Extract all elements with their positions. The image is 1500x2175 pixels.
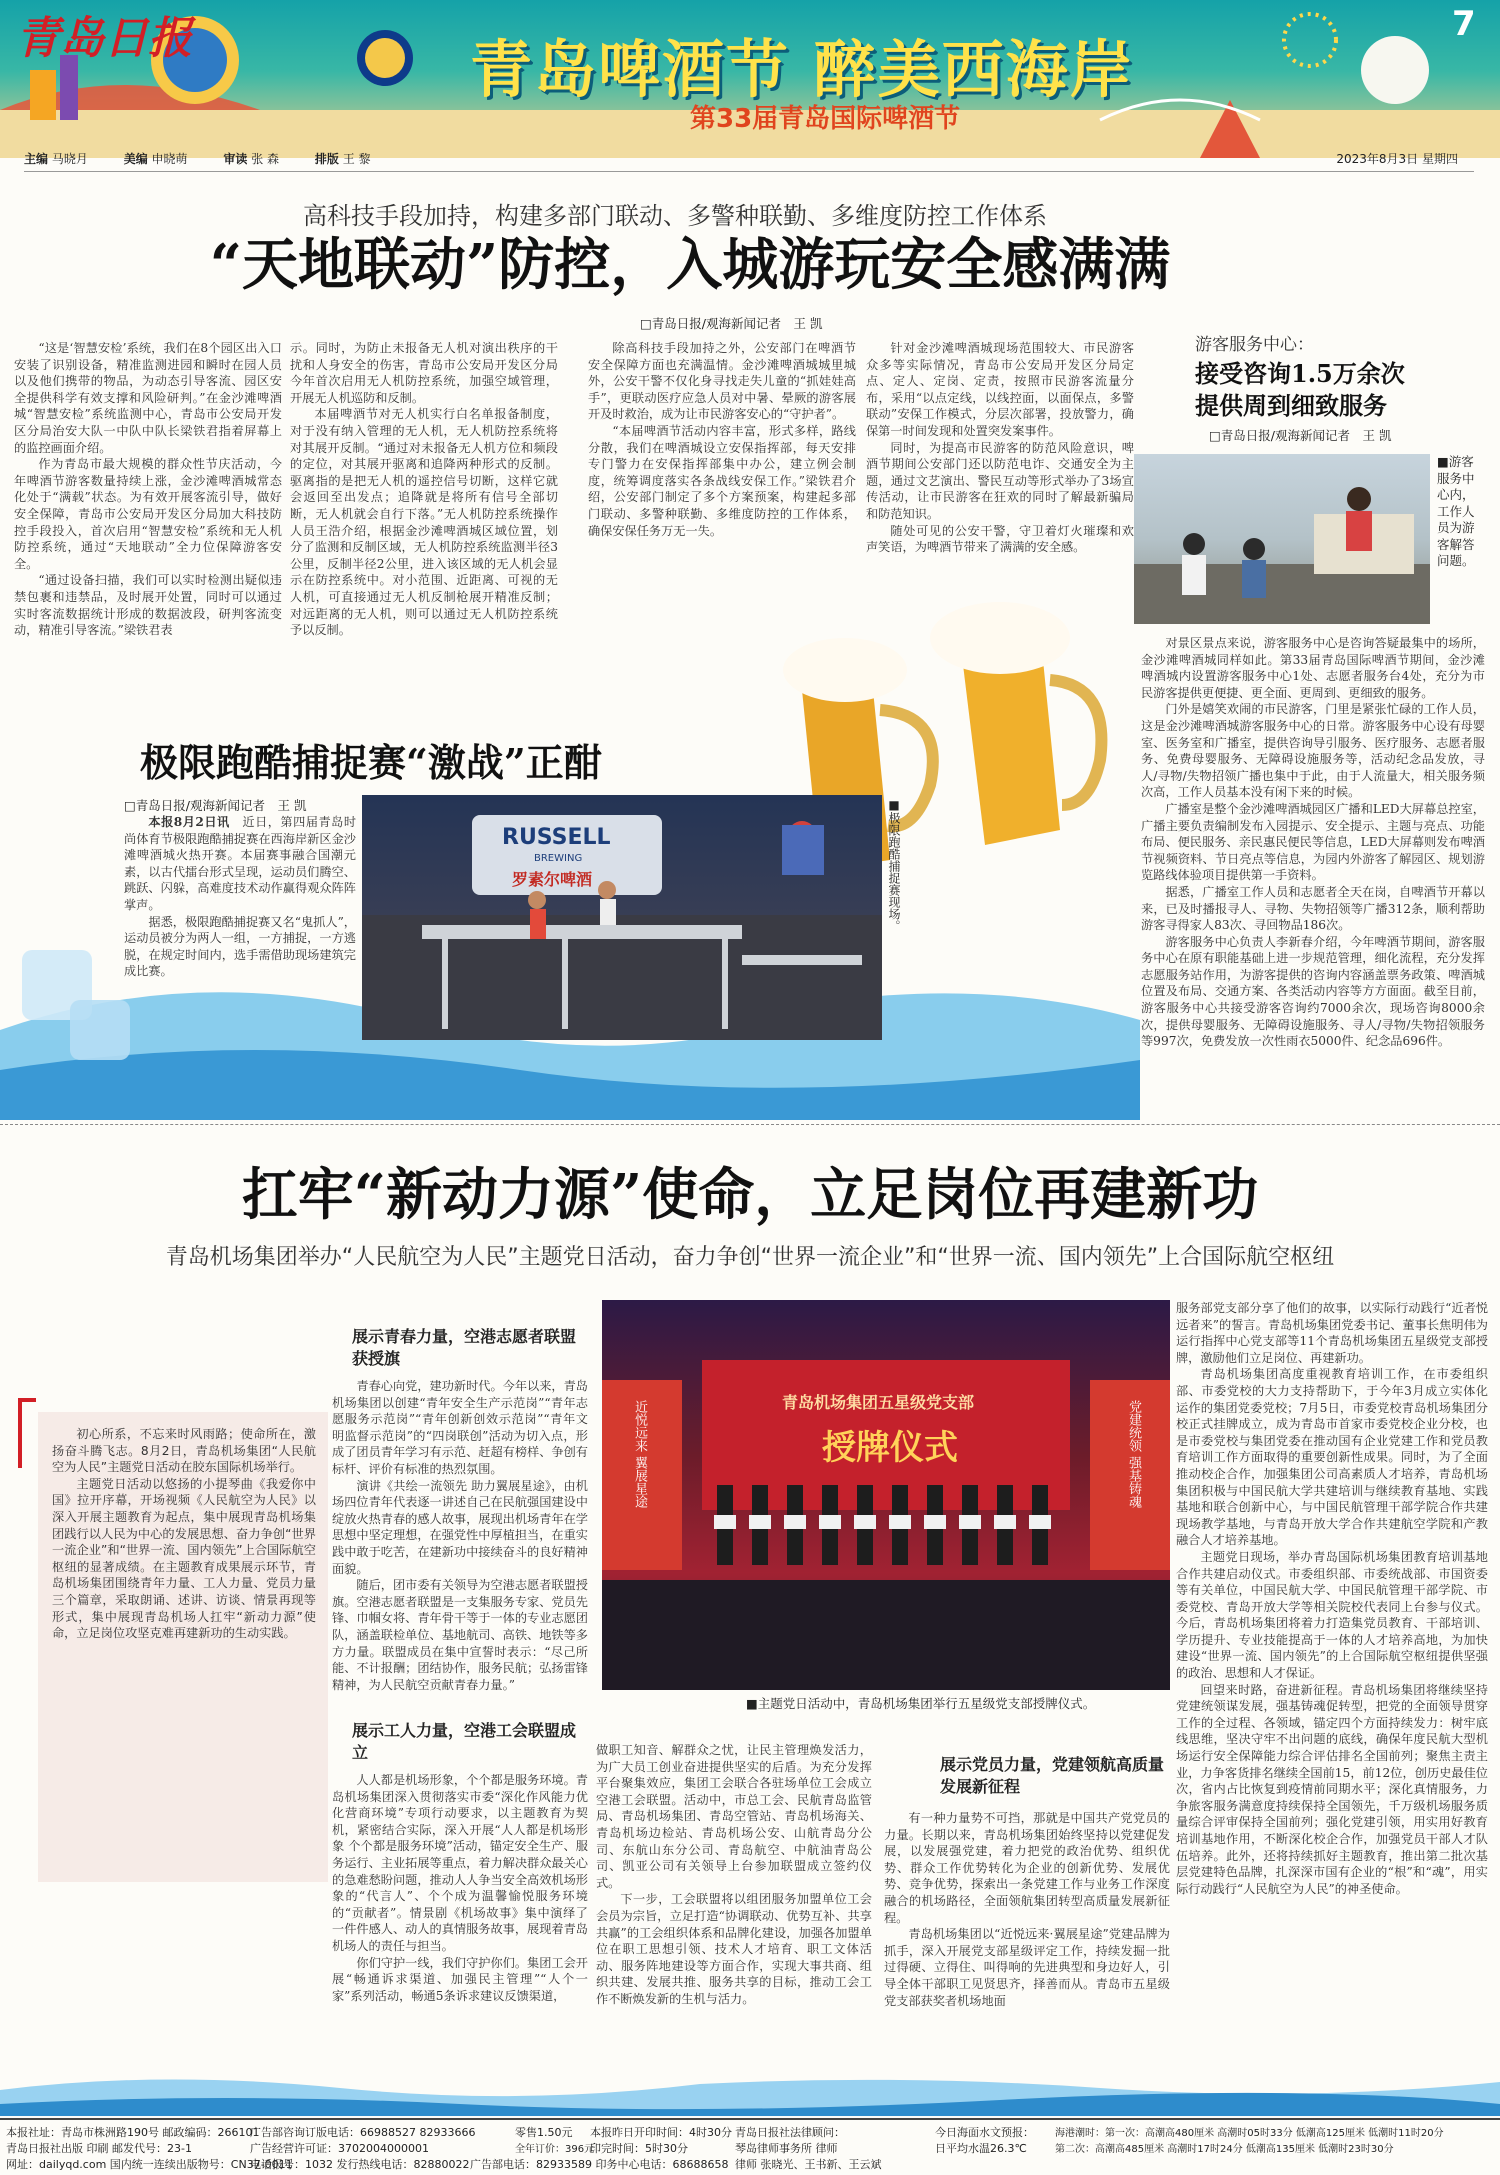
section1-para: 演讲《共绘一流领先 助力翼展星途》，由机场四位青年代表逐一讲述自己在民航强国建设中绽放火热青春的感人故事，展现出机场青年在学思想中坚定理想，在强党性中厚植担当，在重实践中敢于吃苦，在建新功中接续奋斗的良好精神面貌。 [332,1478,588,1576]
footer-print-end: 印完时间：5时30分 [590,2142,688,2155]
parkour-photo [362,795,882,1040]
story1-para: “通过设备扫描，我们可以实时检测出疑似违禁包裹和违禁品，及时展开处置，同时可以通过实时客流数据统计形成的数据波段，研判客流变动，精准引导客流。”梁铁君表 [14,573,282,638]
footer-tide-1: 海港潮时：第一次：高潮高480厘米 高潮时05时33分 低潮高125厘米 低潮时11时20分 [1055,2128,1444,2139]
footer-address: 本报社址：青岛市株洲路190号 邮政编码：266101 [6,2126,260,2139]
right-para: 青岛机场集团高度重视教育培训工作，在市委组织部、市委党校的大力支持帮助下，于今年3月成立实体化运作的集团党委党校；7月5日，市委党校青岛机场集团分校正式挂牌成立，成为青岛市首家市委党校企业分校，也是市委党校与集团党委在推动国有企业党建工作和党员教育培训工作方面取得的重要创新性成果。同时，为了全面推动校企合作，加强集团公司高素质人才培养，青岛机场集团积极与中国民航大学共建培训与继续教育基地、实践基地和联合创新中心，与中国民航管理干部学院合作共建现场教学基地，与青岛开放大学合作共建航空学院和产教融合人才培养基地。 [1176,1367,1488,1548]
story2-para: 据悉，极限跑酷捕捉赛又名“鬼抓人”，运动员被分为两人一组，一方捕捉，一方逃脱，在规定时间内，选手需借助现场建筑完成比赛。 [124,914,356,979]
parkour-scene-icon [362,795,882,1040]
festival-title: 青岛啤酒节 醉美西海岸 [470,33,1134,106]
section2-para: 下一步，工会联盟将以组团服务加盟单位工会会员为宗旨，立足打造“协调联动、优势互补、共享共赢”的工会组织体系和品牌化建设，加强各加盟单位在职工思想引领、技术人才培育、职工文体活动、服务阵地建设等方面合作，实现大事共商、组织共建、发展共推、服务共享的目标，推动工会工作不断焕发新的生机与活力。 [596,1892,872,2006]
story2-dateline: 本报8月2日讯 [148,815,230,829]
parkour-photo-caption: ■极限跑酷捕捉赛现场。 [887,798,901,932]
editor-name: 马晓月 [51,152,88,166]
review-label: 审读 [223,152,248,166]
editor-label: 主编 [24,152,49,166]
art-name: 申晓萌 [151,152,188,166]
footer-law-firm: 琴岛律师事务所 律师 [735,2142,838,2155]
visitor-center-photo [1134,454,1430,624]
story2-byline: □青岛日报/观海新闻记者 王 凯 [124,798,307,813]
intro-para: 初心所系，不忘来时风雨路；使命所在，激扬奋斗腾飞志。8月2日，青岛机场集团“人民航空为人民”主题党日活动在胶东国际机场举行。 [52,1427,316,1475]
story1-column-3 [588,340,856,539]
photo-banner-ceremony: 授牌仪式 [822,1428,958,1468]
story1-para: 同时，为提高市民游客的防范风险意识，啤酒节期间公安部门还以防范电诈、交通安全为主题，通过文艺演出、警民互动等形式举办了3场宣传活动，让市民游客在狂欢的同时了解最新骗局和防范知识。 [866,440,1134,521]
footer-lawyers: 律师 张晓光、王书新、王云斌 [735,2158,882,2171]
bottom-wave-icon [0,2070,1500,2116]
section2-para: 你们守护一线，我们守护你们。集团工会开展“畅通诉求渠道、加强民主管理”“人个一家”系列活动，畅通5条诉求建议反馈渠道， [332,1955,588,2003]
photo-side-right: 党建统领 强基铸魂 [1126,1400,1141,1509]
story2-body [124,814,356,980]
section1-body [332,1378,588,1693]
festival-banner [0,0,1500,158]
visitor-center-scene-icon [1134,454,1430,624]
section3-para: 青岛机场集团以“近悦远来·翼展星途”党建品牌为抓手，深入开展党支部星级评定工作，持续发掘一批过得硬、立得住、叫得响的先进典型和身边好人，引导全体干部职工见贤思齐，择善而从。青岛市五星级党支部获奖者机场地面 [884,1927,1170,2008]
sidebox-body [1141,635,1485,1050]
intro-body [38,1412,328,1642]
story1-byline: □青岛日报/观海新闻记者 王 凯 [640,316,823,331]
photo-sign-brewing: BREWING [534,853,583,864]
story1-para: 示。同时，为防止未报备无人机对演出秩序的干扰和人身安全的伤害，青岛市公安局开发区分局今年首次启用无人机防控系统，加强空域管理，开展无人机巡防和反制。 [290,341,558,405]
ceremony-photo-caption: ■主题党日活动中，青岛机场集团举行五星级党支部授牌仪式。 [746,1696,1096,1711]
footer-ad-phone: 广告部咨询订版电话：66988527 82933666 [250,2126,476,2139]
sidebox-para: 游客服务中心负责人李新春介绍，今年啤酒节期间，游客服务中心在原有职能基础上进一步规范管理，细化流程，充分发挥志愿服务站作用，为游客提供的咨询内容涵盖票务政策、啤酒城位置及布局、交通方案、各类活动内容等方方面面。截至目前，游客服务中心共接受游客咨询约7000余次，现场咨询8000余次，提供母婴服务、无障碍设施服务、寻人/寻物/失物招领服务等997次，免费发放一次性雨衣5000件、纪念品696件。 [1141,934,1485,1049]
photo-banner-text: 青岛机场集团五星级党支部 [782,1393,975,1412]
art-label: 美编 [123,152,148,166]
right-para: 服务部党支部分享了他们的故事，以实际行动践行“近者悦 远者来”的誓言。青岛机场集团党委书记、董事长焦明伟为运行指挥中心党支部等11个青岛机场集团五星级党支部授牌，激励他们立足岗位、再建新功。 [1176,1301,1488,1365]
section3-title: 展示党员力量，党建领航高质量发展新征程 [940,1755,1165,1796]
footer-publisher: 青岛日报社出版 印刷 邮发代号：23-1 [6,2142,192,2155]
sidebox-para: 广播室是整个金沙滩啤酒城园区广播和LED大屏幕总控室，广播主要负责编制发布入园提示、安全提示、主题与亮点、功能布局、便民服务、亲民惠民便民等信息，LED大屏幕则发布啤酒节视频资料、节日亮点等信息，为园内外游客了解园区、规划游览路线体验项目提供第一手资料。 [1141,801,1485,883]
sidebox-title-1: 接受咨询1.5万余次 [1195,359,1405,388]
visitor-photo-caption: ■游客服务中心内，工作人员为游客解答问题。 [1437,454,1475,568]
award-ceremony-photo [602,1300,1170,1690]
footer-ad-license: 广告经营许可证：3702004000001 [250,2142,429,2155]
sidebox-title-2: 提供周到细致服务 [1195,391,1387,420]
sidebox-para: 门外是嬉笑欢闹的市民游客，门里是紧张忙碌的工作人员，这是金沙滩啤酒城游客服务中心的日常。游客服务中心设有母婴室、医务室和广播室，提供咨询导引服务、医疗服务、志愿者服务、免费母婴服务、无障碍设施服务等，活动纪念品发放，寻人/寻物/失物招领广播也集中于此，由于人流量大，相关服务频次高，工作人员基本没有闲下来的时候。 [1141,702,1485,800]
sidebox-para: 对景区景点来说，游客服务中心是咨询答疑最集中的场所，金沙滩啤酒城同样如此。第33届青岛国际啤酒节期间，金沙滩啤酒城内设置游客服务中心1处、志愿者服务台4处，充分为市民游客提供更便捷、更全面、更周到、更细致的服务。 [1141,636,1485,700]
story1-para: 本届啤酒节对无人机实行白名单报备制度，对于没有纳入管理的无人机，无人机防控系统将对其展开反制。“通过对未报备无人机方位和频段的定位，对其展开驱离和追降两种形式的反制。驱离指的是把无人机的遥控信号切断，这样它就会返回至出发点；追降就是将所有信号全部切断，无人机就会自行下落。”无人机防控系统操作人员王浩介绍，根据金沙滩啤酒城区域位置，划分了监测和反制区域，无人机防控系统监测半径3公里，反制半径2公里，进入该区域的无人机会显示在防控系统中。对小范围、近距离、可视的无人机，可直接通过无人机反制枪展开精准反制；对远距离的无人机，则可以通过无人机防控系统予以反制。 [290,407,558,638]
festival-subtitle: 第33届青岛国际啤酒节 [690,104,961,134]
story1-column-2 [290,340,558,639]
section3-para: 有一种力量势不可挡，那就是中国共产党党员的力量。长期以来，青岛机场集团始终坚持以党建促发展，以发展强党建，着力把党的政治优势、组织优势、群众工作优势转化为企业的创新优势、发展优势、竞争优势，探索出一条党建工作与业务工作深度融合的机场路径，全面领航集团转型高质量发展新征程。 [884,1811,1170,1925]
story2-headline: 极限跑酷捕捉赛“激战”正酣 [140,740,602,785]
section-divider [0,1124,1500,1126]
footer-legal: 青岛日报社法律顾问： [735,2126,845,2139]
story3-right-column [1176,1300,1488,1897]
layout-label: 排版 [314,152,339,166]
section2-title: 展示工人力量，空港工会联盟成立 [352,1721,577,1762]
photo-sign-russell: RUSSELL [502,825,611,850]
section3-body [884,1810,1170,2009]
right-para: 主题党日现场，举办青岛国际机场集团教育培训基地合作共建启动仪式。市委组织部、市委统战部、市国资委等有关单位，中国民航大学、中国民航管理干部学院、市委党校、青岛开放大学等相关院校代表同上台参与仪式。今后，青岛机场集团将着力打造集党员教育、干部培训、学历提升、专业技能提高于一体的人才培养高地，为加快建设“世界一流、国内领先”的上合国际航空枢纽提供坚强的政治、思想和人才保证。 [1176,1549,1488,1681]
layout-name: 王 黎 [342,152,371,166]
story1-headline: “天地联动”防控，入城游玩安全感满满 [209,232,1171,298]
right-para: 回望来时路，奋进新征程。青岛机场集团将继续坚持党建统领谋发展，强基铸魂促转型，把党的全面领导贯穿工作的全过程、各领域，锚定四个方面持续发力：树牢底线思维，坚决守牢不出问题的底线，确保年度民航大型机场运行安全保障能力综合评估排名全国前列；聚焦主责主业，力争客货排名继续全国前15，前12位，创历史最佳位次，省内占比恢复到疫情前同期水平；深化真情服务，力争旅客服务满意度持续保持全国领先，千万级机场服务质量综合评审保持全国前列；强化党建引领，用实用好教育培训基地作用，不断深化校企合作，加强党员干部人才队伍培养。此外，还将持续抓好主题教育，推出第二批次基层党建特色品牌，扎深深市国有企业的“根”和“魂”，用实际行动践行“人民航空为人民”的神圣使命。 [1176,1682,1488,1896]
section2-body-b [596,1742,872,2008]
story1-para: 随处可见的公安干警，守卫着灯火璀璨和欢声笑语，为啤酒节带来了满满的安全感。 [866,523,1134,555]
footer-tide-2: 第二次：高潮高485厘米 高潮时17时24分 低潮高135厘米 低潮时23时30分 [1055,2144,1394,2155]
section2-body-a [332,1772,588,2004]
story3-headline: 扛牢“新动力源”使命，立足岗位再建新功 [241,1162,1259,1228]
story1-para: 作为青岛市最大规模的群众性节庆活动，今年啤酒节游客数量持续上涨，金沙滩啤酒城常态化处于“满载”状态。为有效开展客流引导，做好安全保障，青岛市公安局开发区分局加大科技防控手段投入，首次启用“智慧安检”系统和无人机防控系统，通过“天地联动”全力位保障游客安全。 [14,457,282,571]
issue-date: 2023年8月3日 星期四 [1336,152,1458,166]
footer-price: 零售1.50元 [515,2126,573,2139]
intro-box [38,1412,328,1882]
sidebox-para: 据悉，广播室工作人员和志愿者全天在岗，自啤酒节开幕以来，已及时播报寻人、寻物、失物招领等广播312条，顺利帮助游客寻得家人83次、寻回物品186次。 [1141,884,1485,933]
intro-corner-mark [18,1398,36,1468]
intro-para: 主题党日活动以悠扬的小提琴曲《我爱你中国》拉开序幕，开场视频《人民航空为人民》以深入开展主题教育为起点，集中展现青岛机场集团践行以人民为中心的发展思想、奋力争创“世界一流企业”和“世界一流、国内领先”上合国际航空枢纽的显著成绩。在主题教育成果展示环节，青岛机场集团围绕青年力量、工人力量、党员力量三个篇章，采取朗诵、述讲、访谈、情景再现等形式，集中展现青岛机场人扛牢“新动力源”使命，立足岗位攻坚克难再建新功的生动实践。 [52,1476,316,1641]
footer-website: 网址：dailyqd.com 国内统一连续出版物号：CN37-0011 [6,2158,293,2171]
visitor-center-sidebox [1141,330,1487,1110]
footer [0,2118,1500,2175]
section2-para: 人人都是机场形象，个个都是服务环境。青岛机场集团深入贯彻落实市委“深化作风能力优化营商环境”专项行动要求，以主题教育为契机，紧密结合实际，深入开展“人人都是机场形象 个个都是服务环境”活动，锚定安全生产、服务运行、主业拓展等重点，着力解决群众最关心的急难愁盼问题，推动人人争当安全高效机场形象的“代言人”、个个成为温馨愉悦服务环境的“贡献者”。情景剧《机场故事》集中演绎了一件件感人、动人的真情服务故事，展现着青岛机场人的责任与担当。 [332,1773,588,1953]
footer-distribution: 电话报号：1032 发行热线电话：82880022 [250,2158,470,2171]
footer-water-temp: 日平均水温26.3℃ [935,2142,1027,2155]
photo-side-left: 近悦远来 翼展星途 [632,1400,647,1509]
photo-sign-chinese: 罗素尔啤酒 [512,870,593,889]
story2-para: 近日，第四届青岛时尚体育节极限跑酷捕捉赛在西海岸新区金沙滩啤酒城火热开赛。本届赛事融合国潮元素，以古代擂台形式呈现，运动员们腾空、跳跃、闪躲，高难度技术动作赢得观众阵阵掌声。 [124,815,357,912]
story1-para: “本届啤酒节活动内容丰富，形式多样，路线分散，我们在啤酒城设立安保指挥部，每天安排专门警力在安保指挥部集中办公，建立例会制度，统筹调度落实各条战线安保工作。”梁铁君介绍，公安部门制定了多个方案预案，构建起多部门联动、多警种联勤、多维度防控的工作体系，确保安保任务万无一失。 [588,423,856,538]
story1-kicker: 高科技手段加持，构建多部门联动、多警种联勤、多维度防控工作体系 [303,202,1047,230]
story1-para: “这是‘智慧安检’系统，我们在8个园区出入口安装了识别设备，精准监测进园和瞬时在园人员以及他们携带的物品，为动态引导客流、园区安全提供科学有效支撑和风险研判。”在金沙滩啤酒城“智慧安检”系统监测中心，青岛市公安局开发区分局治安大队一中队中队长梁铁君指着屏幕上的监控画面介绍。 [14,341,282,455]
sidebox-byline: □青岛日报/观海新闻记者 王 凯 [1209,428,1392,443]
section1-para: 青春心向党，建功新时代。今年以来，青岛机场集团以创建“青年安全生产示范岗”“青年志愿服务示范岗”“青年创新创效示范岗”“青年文明监督示范岗”的“四岗联创”活动为切入点，形成了团员青年学习有示范、赶超有榜样、争创有标杆、评价有标准的热烈氛围。 [332,1379,588,1476]
footer-print-start: 本报昨日开印时间：4时30分 [590,2126,732,2139]
story1-column-1 [14,340,282,639]
review-name: 张 森 [251,152,280,166]
section1-title: 展示青春力量，空港志愿者联盟获授旗 [352,1327,577,1368]
story1-para: 针对金沙滩啤酒城现场范围较大、市民游客众多等实际情况，青岛市公安局开发区分局定点、定人、定岗、定责，按照市民游客流量分布，采用“以点定线，以线控面，以面保点，多警联动”安保工作模式，分层次部署，投放警力，确保第一时间发现和处置突发案事件。 [866,341,1134,438]
footer-subscription: 全年订价：396元 [515,2144,595,2155]
story3-subhead: 青岛机场集团举办“人民航空为人民”主题党日活动，奋力争创“世界一流企业”和“世界一流、国内领先”上合国际航空枢纽 [165,1245,1335,1270]
paper-name: 青岛日报 [16,13,192,64]
footer-print-center: 广告部电话：82933589 印务中心电话：68688658 [470,2158,729,2171]
story1-para: 除高科技手段加持之外，公安部门在啤酒节安全保障方面也充满温情。金沙滩啤酒城城里城外，公安干警不仅化身寻找走失儿童的“抓娃娃高手”，更联动医疗应急人员对中暑、晕厥的游客展开及时救治，成为让市民游客安心的“守护者”。 [588,341,856,422]
section2-para: 做职工知音、解群众之忧，让民主管理焕发活力，为广大员工创业奋进提供坚实的后盾。为充分发挥平台聚集效应，集团工会联合各驻场单位工会成立空港工会联盟。活动中，市总工会、民航青岛监管局、青岛机场集团、青岛空管站、青岛机场海关、青岛机场边检站、青岛机场公安、山航青岛分公司、东航山东分公司、青岛航空、中航油青岛公司、凯亚公司有关领导上台参加联盟成立签约仪式。 [596,1743,872,1890]
edition-meta [24,150,1474,172]
ceremony-scene-icon [602,1300,1170,1690]
story1-column-4 [866,340,1134,556]
page-number: 7 [1452,4,1476,44]
footer-hydro: 今日海面水文预报： [935,2126,1034,2139]
section1-para: 随后，团市委有关领导为空港志愿者联盟授旗。空港志愿者联盟是一支集服务专家、党员先锋、巾帼女将、青年骨干等于一体的专业志愿团队，涵盖联检单位、基地航司、高铁、地铁等多方力量。联盟成员在集中宣誓时表示：“尽己所能、不计报酬；团结协作，服务民航；弘扬雷锋精神，为人民航空贡献青春力量。” [332,1578,588,1692]
sidebox-label: 游客服务中心： [1195,335,1314,355]
